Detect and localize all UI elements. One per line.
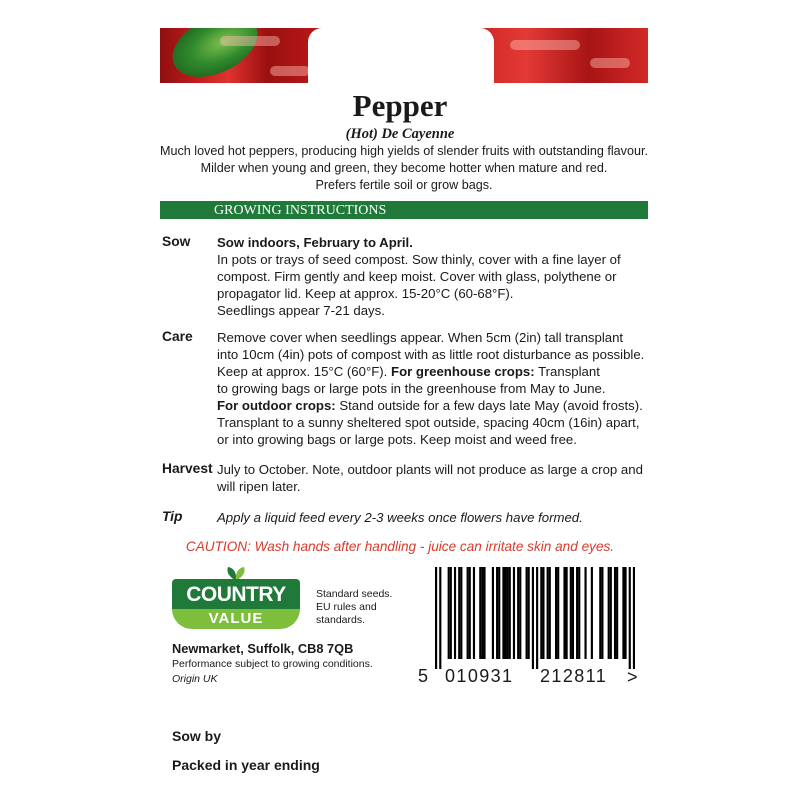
barcode-bar — [504, 567, 506, 659]
barcode-bar — [519, 567, 521, 659]
barcode-bar — [624, 567, 626, 659]
barcode-bar — [540, 567, 542, 659]
barcode-digits-right: 212811 — [540, 666, 608, 686]
barcode-bar — [496, 567, 498, 659]
barcode-bar — [517, 567, 519, 659]
barcode-bar — [570, 567, 572, 659]
barcode-bar — [469, 567, 471, 659]
growing-instructions-header: GROWING INSTRUCTIONS — [160, 201, 648, 219]
barcode-bar — [610, 567, 612, 659]
barcode — [435, 567, 635, 669]
caution-text: CAUTION: Wash hands after handling - juice can irritate skin and eyes. — [185, 539, 615, 554]
barcode-bar — [566, 567, 568, 659]
barcode-bar — [528, 567, 530, 659]
performance-note: Performance subject to growing conditions. — [172, 658, 373, 670]
barcode-bar — [498, 567, 500, 659]
barcode-bar — [563, 567, 565, 659]
product-title: Pepper — [352, 88, 448, 123]
standard-seeds-note: Standard seeds. EU rules and standards. — [316, 588, 393, 626]
barcode-bar — [513, 567, 515, 659]
barcode-bar — [549, 567, 551, 659]
barcode-bar — [448, 567, 450, 659]
barcode-bar — [507, 567, 509, 659]
barcode-bar — [542, 567, 544, 659]
barcode-bar — [460, 567, 462, 659]
barcode-bar — [547, 567, 549, 659]
barcode-bar — [633, 567, 635, 669]
barcode-digits-left: 010931 — [445, 666, 514, 686]
barcode-bar — [629, 567, 631, 669]
harvest-text: July to October. Note, outdoor plants will not produce as large a crop and will ripen later. — [217, 462, 643, 494]
barcode-bar — [608, 567, 610, 659]
pepper-photo — [160, 28, 648, 83]
barcode-bar — [450, 567, 452, 659]
barcode-bar — [502, 567, 504, 659]
barcode-digit-first: 5 — [418, 666, 429, 686]
barcode-bar — [526, 567, 528, 659]
product-description: Much loved hot peppers, producing high yields of slender fruits with outstanding flavour. Milder when young and green, they become hotter when mature and red. Prefers fertile soil or grow bags. — [160, 144, 648, 192]
barcode-bar — [479, 567, 481, 659]
barcode-bar — [555, 567, 557, 659]
packed-in-year: Packed in year ending — [172, 757, 320, 773]
barcode-bar — [622, 567, 624, 659]
barcode-bar — [435, 567, 437, 669]
barcode-bar — [439, 567, 441, 669]
barcode-bar — [557, 567, 559, 659]
barcode-bar — [473, 567, 475, 659]
barcode-bar — [584, 567, 586, 659]
barcode-arrow: > — [627, 667, 638, 687]
care-text: Remove cover when seedlings appear. When 5cm (2in) tall transplant into 10cm (4in) pots of compost with as little root disturbance as possible. Keep at approx. 15°C (60°F). For greenhouse crops: Transplant to growing bags or large pots in the greenhouse from May to June. For outdoor crops: Stand outside for a few days late May (avoid frosts). Transplant to a sunny sheltered spot outside, spacing 40cm (16in) apart, or into growing bags or large pots. Keep moist and weed free. — [217, 330, 645, 447]
barcode-bar — [616, 567, 618, 659]
barcode-bar — [601, 567, 603, 659]
barcode-bar — [536, 567, 538, 669]
product-subtitle: (Hot) De Cayenne — [345, 126, 455, 142]
tip-text: Apply a liquid feed every 2-3 weeks once flowers have formed. — [217, 510, 583, 525]
barcode-bar — [614, 567, 616, 659]
sow-label: Sow — [162, 234, 191, 249]
barcode-bar — [532, 567, 534, 669]
barcode-bar — [492, 567, 494, 659]
care-label: Care — [162, 329, 193, 344]
barcode-bar — [591, 567, 593, 659]
barcode-bar — [599, 567, 601, 659]
barcode-bar — [578, 567, 580, 659]
barcode-bar — [483, 567, 485, 659]
sow-by: Sow by — [172, 728, 222, 744]
sow-text: Sow indoors, February to April. In pots or trays of seed compost. Sow thinly, cover with a fine layer of compost. Firm gently and keep moist. Cover with glass, polythene or propagator lid. Keep at approx. 15-20°C (60-68°F). Seedlings appear 7-21 days. — [217, 235, 621, 318]
hang-hole — [308, 28, 494, 83]
barcode-bar — [572, 567, 574, 659]
barcode-bar — [454, 567, 456, 659]
harvest-label: Harvest — [162, 461, 213, 476]
barcode-bar — [481, 567, 483, 659]
barcode-bar — [458, 567, 460, 659]
country-value-logo: COUNTRY VALUE — [172, 565, 300, 631]
address: Newmarket, Suffolk, CB8 7QB — [172, 641, 354, 656]
barcode-bar — [509, 567, 511, 659]
barcode-bar — [576, 567, 578, 659]
barcode-bar — [467, 567, 469, 659]
tip-label: Tip — [162, 509, 183, 524]
origin: Origin UK — [172, 673, 218, 685]
